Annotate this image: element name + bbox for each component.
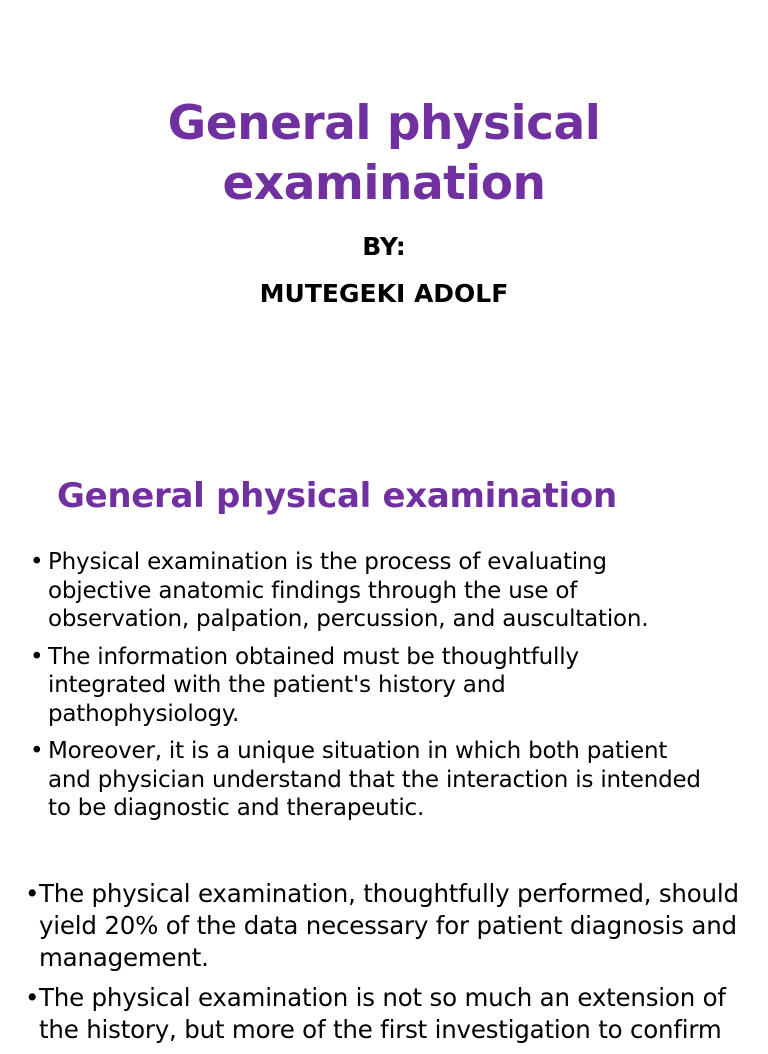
bullet-text-line: The information obtained must be thoughtfully xyxy=(48,643,579,670)
bullet-text-line: Physical examination is the process of evaluating xyxy=(48,549,607,575)
list-item xyxy=(30,643,701,729)
bullet-text-line: the history, but more of the first investigation to confirm xyxy=(39,1015,722,1044)
list-item xyxy=(25,982,739,1046)
bullet-text-line: observation, palpation, percussion, and auscultation. xyxy=(48,606,649,632)
slide-title-line-1: General physical xyxy=(167,96,601,151)
byline-label: BY: xyxy=(362,232,406,261)
bullet-text-line: The physical examination is not so much an extension of xyxy=(39,983,726,1012)
bullet-text-line: management. xyxy=(39,943,209,972)
bullet-text-line: integrated with the patient's history and xyxy=(48,672,506,698)
list-item xyxy=(30,737,701,823)
bullet-icon: • xyxy=(30,643,44,670)
bullet-text-line: to be diagnostic and therapeutic. xyxy=(48,795,425,821)
bullet-text-line: yield 20% of the data necessary for patient diagnosis and xyxy=(39,911,737,940)
bullet-icon: • xyxy=(30,549,44,575)
bullet-icon: • xyxy=(25,983,40,1012)
bullet-text-line: Moreover, it is a unique situation in which both patient xyxy=(48,738,668,764)
bullet-list-definition xyxy=(30,548,701,832)
bullet-text-line: objective anatomic findings through the use of xyxy=(48,577,578,604)
bullet-icon: • xyxy=(25,879,40,908)
bullet-text-line: pathophysiology. xyxy=(48,700,240,727)
list-item xyxy=(30,548,701,634)
section-heading: General physical examination xyxy=(57,476,617,516)
bullet-text-line: and physician understand that the interaction is intended xyxy=(48,766,701,793)
list-item xyxy=(25,878,739,974)
bullet-icon: • xyxy=(30,738,44,764)
author-name: MUTEGEKI ADOLF xyxy=(259,279,509,308)
bullet-list-importance xyxy=(25,878,739,1054)
bullet-text-line: The physical examination, thoughtfully performed, should xyxy=(39,879,739,908)
slide-title-line-2: examination xyxy=(222,156,546,211)
